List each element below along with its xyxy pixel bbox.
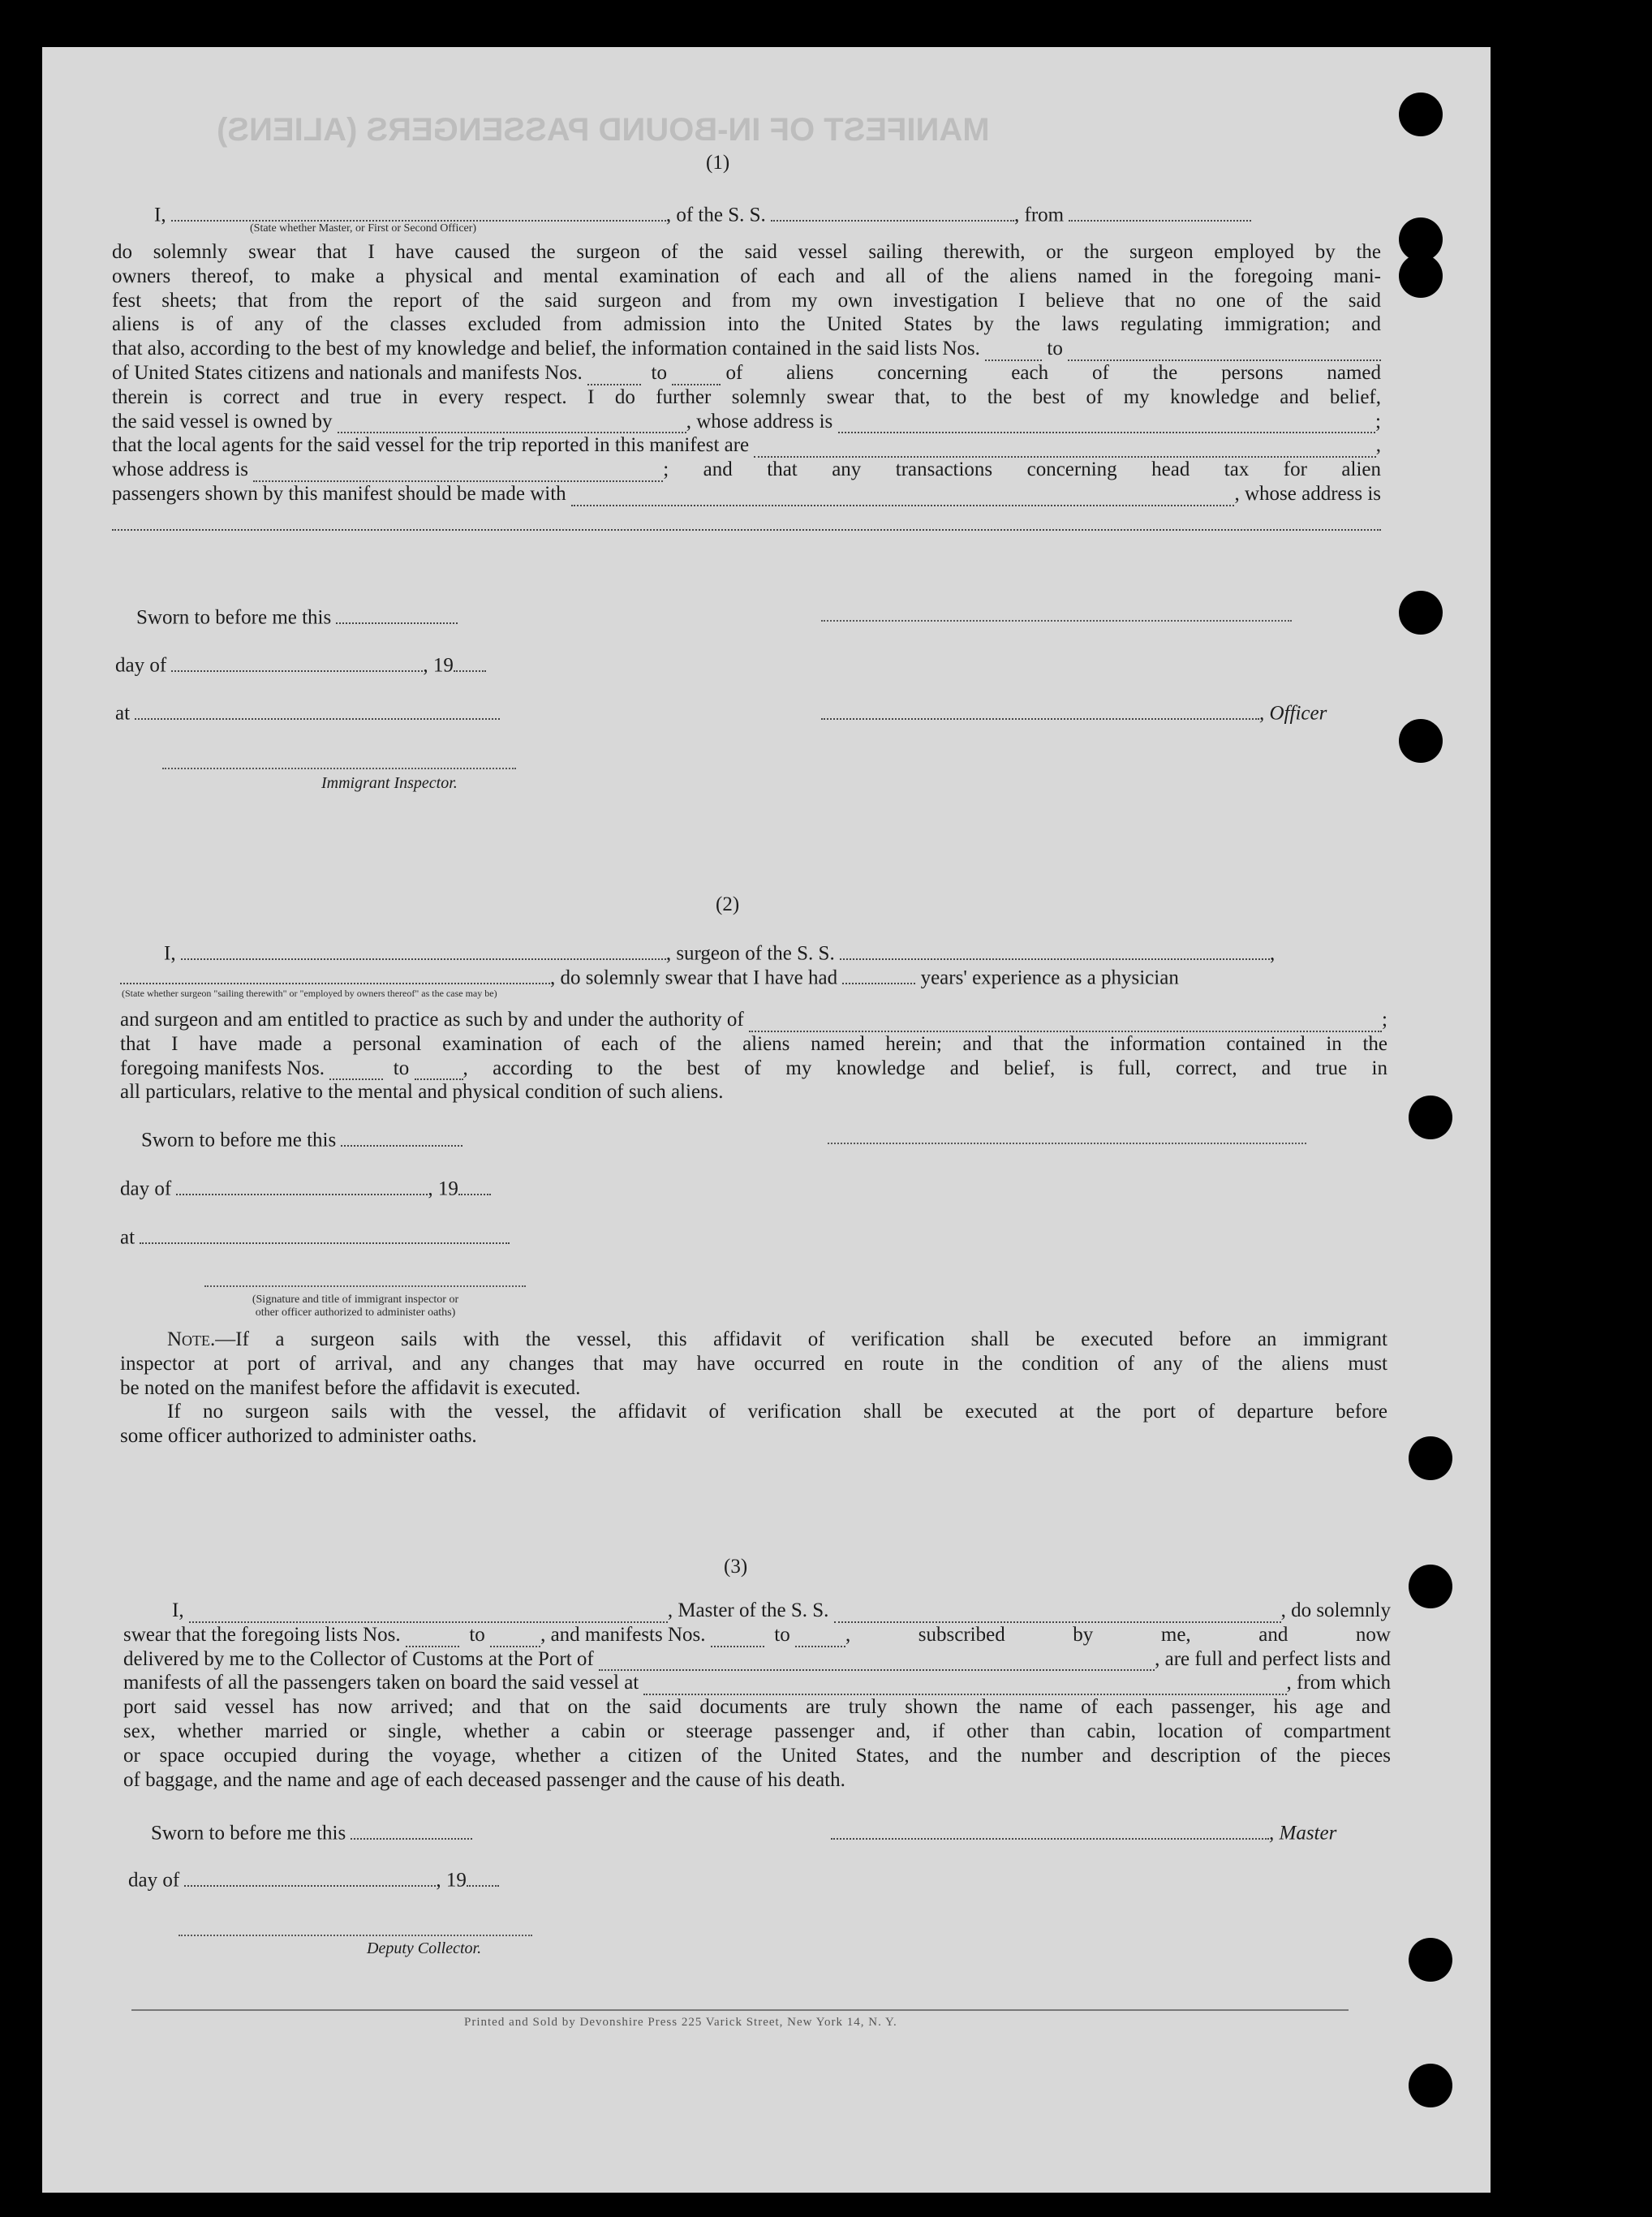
sworn-at-field[interactable] bbox=[135, 700, 500, 720]
master-lists-to-field[interactable] bbox=[490, 1627, 540, 1647]
section-1-at: at bbox=[115, 700, 500, 726]
sworn-date-field-3[interactable] bbox=[351, 1819, 472, 1840]
inspector-caption: Immigrant Inspector. bbox=[321, 774, 458, 792]
head-tax-contact-field[interactable] bbox=[571, 486, 1235, 506]
binder-hole bbox=[1409, 1938, 1452, 1982]
section-2-line-2: , do solemnly swear that I have had years' experience as a physician bbox=[120, 964, 1179, 991]
surgeon-manifests-to-field[interactable] bbox=[415, 1061, 463, 1081]
binder-hole bbox=[1399, 93, 1443, 136]
departure-port-field[interactable] bbox=[1069, 201, 1251, 222]
section-3-day: day of , 19 bbox=[128, 1866, 499, 1893]
head-tax-address-field[interactable] bbox=[112, 510, 1381, 531]
footer-rule bbox=[131, 2009, 1349, 2011]
note-label: Note. bbox=[167, 1328, 216, 1350]
surgeon-manifests-from-field[interactable] bbox=[329, 1061, 383, 1081]
officer-name-field[interactable] bbox=[171, 201, 666, 222]
port-of-embarkation-field[interactable] bbox=[643, 1676, 1286, 1696]
master-signature-line-3[interactable] bbox=[831, 1819, 1269, 1840]
local-agents-field[interactable] bbox=[754, 438, 1375, 458]
section-1-line-1: I, , of the S. S. , from bbox=[154, 201, 1251, 228]
document-page bbox=[42, 47, 1491, 2193]
signature-note: (Signature and title of immigrant inspector or other officer authorized to administer oaths) bbox=[252, 1294, 459, 1319]
section-2-line-1: I, , surgeon of the S. S. , bbox=[164, 940, 1275, 966]
binder-hole bbox=[1409, 1565, 1452, 1608]
section-1-number: (1) bbox=[706, 152, 730, 174]
intro-i: I, bbox=[154, 204, 166, 226]
day-of-field[interactable] bbox=[171, 652, 423, 672]
section-2-at: at bbox=[120, 1224, 510, 1251]
master-signature: , Master bbox=[831, 1819, 1336, 1846]
sworn-date-field-2[interactable] bbox=[341, 1126, 462, 1147]
vessel-owner-field[interactable] bbox=[338, 414, 686, 434]
section-1-body: do solemnly swear that I have caused the surgeon of the said vessel sailing therewith, or the surgeon employed by the owners thereof, to make a physical and mental examination of each and all of the aliens named in the foregoing mani- fest sheets; that from the report of the said surgeon and from my own investigation I believe that no one of the said aliens is of any of the classes excluded from admission into the United States by the laws regulating immigration; and that also, according to the best of my knowledge and belief, the information contained in the said lists Nos. to of United States citizens and nationals and manifests Nos. to of aliens concerning each of the persons named therein is correct and true in every respect. I do further solemnly swear that, to the best of my knowledge and belief, the said vessel is owned by , whose address is ; that the local agents for the said vessel for the trip reported in this manifest are , whose address is ; and that any transactions concerning head tax for alien passengers shown by this manifest should be made with , whose address is bbox=[112, 240, 1381, 531]
section-2-day: day of , 19 bbox=[120, 1175, 491, 1202]
capacity-note: (State whether Master, or First or Second Officer) bbox=[250, 222, 477, 235]
master-vessel-field[interactable] bbox=[834, 1603, 1281, 1623]
citizen-lists-from-field[interactable] bbox=[985, 341, 1042, 361]
section-3-body: I, , Master of the S. S. , do solemnly swear that the foregoing lists Nos. to , and manifests Nos. to , subscribed by me, and now delivered by me to the Collector of Customs at the Port of , are full and perfect lists and manifests of all the passengers taken on board the said vessel at , from which port said vessel has now arrived; and that on the said documents are truly shown the name of each passenger, his age and sex, whether married or single, whether a cabin or steerage passenger and, if other than cabin, location of compartment or space occupied during the voyage, whether a citizen of the United States, and the number and description of the pieces of baggage, and the name and age of each deceased passenger and the cause of his death. bbox=[123, 1599, 1391, 1791]
year-field[interactable] bbox=[454, 652, 486, 672]
section-3-number: (3) bbox=[724, 1556, 748, 1578]
year-field-3[interactable] bbox=[467, 1866, 499, 1887]
section-3-sworn: Sworn to before me this bbox=[151, 1819, 472, 1846]
section-1-sworn: Sworn to before me this bbox=[136, 604, 458, 631]
alien-manifests-to-field[interactable] bbox=[672, 365, 721, 385]
section-2-number: (2) bbox=[716, 893, 740, 915]
surgeon-name-field[interactable] bbox=[181, 940, 666, 960]
note-block: Note.—If a surgeon sails with the vessel, this affidavit of verification shall be executed before an immigrant inspector at port of arrival, and any changes that may have occurred en route in the condition of any of the aliens must be noted on the manifest before the affidavit is executed. If no surgeon sails with the vessel, the affidavit of verification shall be executed at the port of departure before some officer authorized to administer oaths. bbox=[120, 1328, 1387, 1448]
printer-imprint: Printed and Sold by Devonshire Press 225 Varick Street, New York 14, N. Y. bbox=[464, 2016, 897, 2029]
surgeon-signature-line[interactable] bbox=[828, 1143, 1306, 1144]
authority-field[interactable] bbox=[749, 1012, 1382, 1032]
section-1-day: day of , 19 bbox=[115, 652, 486, 678]
officer-signature: , Officer bbox=[821, 700, 1327, 726]
day-of-field-3[interactable] bbox=[184, 1866, 436, 1887]
binder-hole bbox=[1399, 591, 1443, 635]
citizen-lists-to-field[interactable] bbox=[1068, 341, 1381, 361]
owner-address-field[interactable] bbox=[838, 414, 1376, 434]
inspector-signature-line[interactable] bbox=[162, 768, 516, 769]
section-2-body: and surgeon and am entitled to practice as such by and under the authority of ; that I have made a personal examination of each of the aliens named herein; and that the information contained in the foregoing manifests Nos. to , according to the best of my knowledge and belief, is full, correct, and true in all particulars, relative to the mental and physical condition of such aliens. bbox=[120, 1009, 1387, 1104]
master-lists-from-field[interactable] bbox=[406, 1627, 459, 1647]
binder-hole bbox=[1399, 719, 1443, 763]
binder-hole bbox=[1409, 2064, 1452, 2107]
master-signature-line[interactable] bbox=[821, 620, 1292, 622]
sworn-date-field[interactable] bbox=[336, 604, 458, 624]
reverse-side-bleed-through: MANIFEST OF IN-BOUND PASSENGERS (ALIENS) bbox=[217, 112, 990, 148]
inspector-signature-line-2[interactable] bbox=[204, 1285, 526, 1287]
alien-manifests-from-field[interactable] bbox=[587, 365, 641, 385]
master-manifests-from-field[interactable] bbox=[711, 1627, 764, 1647]
master-name-field[interactable] bbox=[189, 1603, 668, 1623]
master-manifests-to-field[interactable] bbox=[795, 1627, 845, 1647]
surgeon-vessel-field[interactable] bbox=[840, 940, 1270, 960]
sworn-at-field-2[interactable] bbox=[140, 1224, 510, 1244]
employment-note: (State whether surgeon "sailing therewith" or "employed by owners thereof" as the case may be) bbox=[122, 988, 497, 999]
binder-hole bbox=[1409, 1436, 1452, 1480]
section-2-sworn: Sworn to before me this bbox=[141, 1126, 462, 1153]
binder-hole bbox=[1409, 1096, 1452, 1139]
surgeon-employment-field[interactable] bbox=[120, 964, 550, 984]
agents-address-field[interactable] bbox=[253, 462, 663, 482]
vessel-name-field[interactable] bbox=[771, 201, 1014, 222]
officer-signature-line[interactable] bbox=[821, 700, 1259, 720]
years-experience-field[interactable] bbox=[842, 964, 915, 984]
year-field-2[interactable] bbox=[458, 1175, 491, 1195]
collector-caption: Deputy Collector. bbox=[367, 1939, 482, 1957]
day-of-field-2[interactable] bbox=[176, 1175, 428, 1195]
port-of-arrival-field[interactable] bbox=[599, 1651, 1155, 1672]
binder-hole bbox=[1399, 254, 1443, 298]
